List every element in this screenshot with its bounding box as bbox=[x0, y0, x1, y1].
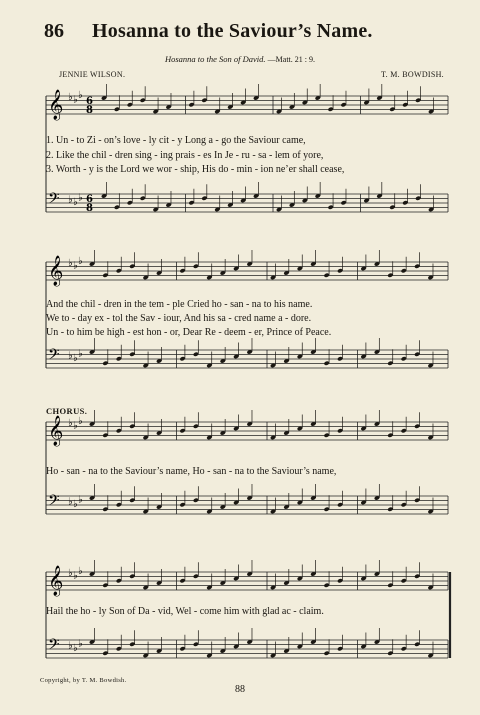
lyric-line: Ho - san - na to the Saviour’s name, Ho - san - na to the Saviour’s name, bbox=[46, 466, 337, 477]
treble-clef: 𝄞 bbox=[48, 416, 64, 446]
flat-sign: ♭ bbox=[68, 418, 73, 429]
music-system-3 bbox=[0, 416, 480, 556]
flat-sign: ♭ bbox=[73, 196, 78, 208]
lyric-line: 3. Worth - y is the Lord we wor - ship, His do - min - ion ne’er shall cease, bbox=[46, 164, 345, 175]
flat-sign: ♭ bbox=[73, 94, 78, 106]
bass-clef: 𝄢 bbox=[48, 636, 60, 657]
lyric-line: 1. Un - to Zi - on’s love - ly cit - y Long a - go the Saviour came, bbox=[46, 135, 306, 146]
flat-sign: ♭ bbox=[73, 642, 78, 654]
lyric-line: Hail the ho - ly Son of Da - vid, Wel - come him with glad ac - claim. bbox=[46, 606, 324, 617]
bass-clef: 𝄢 bbox=[48, 190, 60, 211]
staff bbox=[46, 338, 448, 368]
flat-sign: ♭ bbox=[68, 568, 73, 579]
time-sig-denominator: 8 bbox=[86, 203, 93, 214]
hymn-title: Hosanna to the Saviour’s Name. bbox=[92, 20, 373, 42]
treble-clef: 𝄞 bbox=[48, 256, 64, 286]
treble-clef: 𝄞 bbox=[48, 90, 64, 120]
staff bbox=[46, 628, 448, 658]
staff bbox=[46, 250, 448, 287]
time-sig-numerator: 6 bbox=[86, 194, 93, 205]
time-sig-numerator: 6 bbox=[86, 96, 93, 107]
page-number: 88 bbox=[235, 684, 245, 695]
chorus-label: CHORUS. bbox=[46, 406, 88, 416]
composer-credit: T. M. BOWDISH. bbox=[381, 70, 444, 79]
bass-clef: 𝄢 bbox=[48, 346, 60, 367]
flat-sign: ♭ bbox=[78, 89, 83, 101]
flat-sign: ♭ bbox=[73, 352, 78, 364]
flat-sign: ♭ bbox=[68, 640, 73, 652]
staff bbox=[46, 484, 448, 514]
flat-sign: ♭ bbox=[73, 420, 78, 432]
flat-sign: ♭ bbox=[78, 255, 83, 267]
hymn-number: 86 bbox=[44, 20, 64, 42]
bass-clef: 𝄢 bbox=[48, 492, 60, 513]
staff bbox=[46, 410, 448, 447]
epigraph bbox=[0, 54, 480, 64]
flat-sign: ♭ bbox=[78, 494, 83, 506]
flat-sign: ♭ bbox=[78, 638, 83, 650]
lyric-line: Un - to him be high - est hon - or, Dear Re - deem - er, Prince of Peace. bbox=[46, 327, 332, 338]
staff bbox=[46, 84, 448, 121]
flat-sign: ♭ bbox=[68, 496, 73, 508]
flat-sign: ♭ bbox=[68, 258, 73, 269]
epigraph-reference: —Matt. 21 : 9. bbox=[267, 55, 316, 64]
staff bbox=[46, 560, 448, 597]
flat-sign: ♭ bbox=[73, 498, 78, 510]
flat-sign: ♭ bbox=[68, 194, 73, 206]
flat-sign: ♭ bbox=[73, 260, 78, 272]
lyric-line: We to - day ex - tol the Sav - iour, And his sa - cred name a - dore. bbox=[46, 313, 312, 324]
lyric-line: And the chil - dren in the tem - ple Cried ho - san - na to his name. bbox=[46, 299, 313, 310]
flat-sign: ♭ bbox=[78, 192, 83, 204]
flat-sign: ♭ bbox=[78, 348, 83, 360]
time-sig-denominator: 8 bbox=[86, 105, 93, 116]
copyright: Copyright, by T. M. Bowdish. bbox=[40, 677, 127, 684]
treble-clef: 𝄞 bbox=[48, 566, 64, 596]
author-credit: JENNIE WILSON. bbox=[59, 70, 126, 79]
flat-sign: ♭ bbox=[73, 570, 78, 582]
flat-sign: ♭ bbox=[78, 565, 83, 577]
flat-sign: ♭ bbox=[68, 92, 73, 103]
flat-sign: ♭ bbox=[78, 415, 83, 427]
epigraph-text: Hosanna to the Son of David. bbox=[164, 54, 266, 64]
staff bbox=[46, 182, 448, 214]
lyric-line: 2. Like the chil - dren sing - ing prais - es In Je - ru - sa - lem of yore, bbox=[46, 150, 324, 161]
flat-sign: ♭ bbox=[68, 350, 73, 362]
